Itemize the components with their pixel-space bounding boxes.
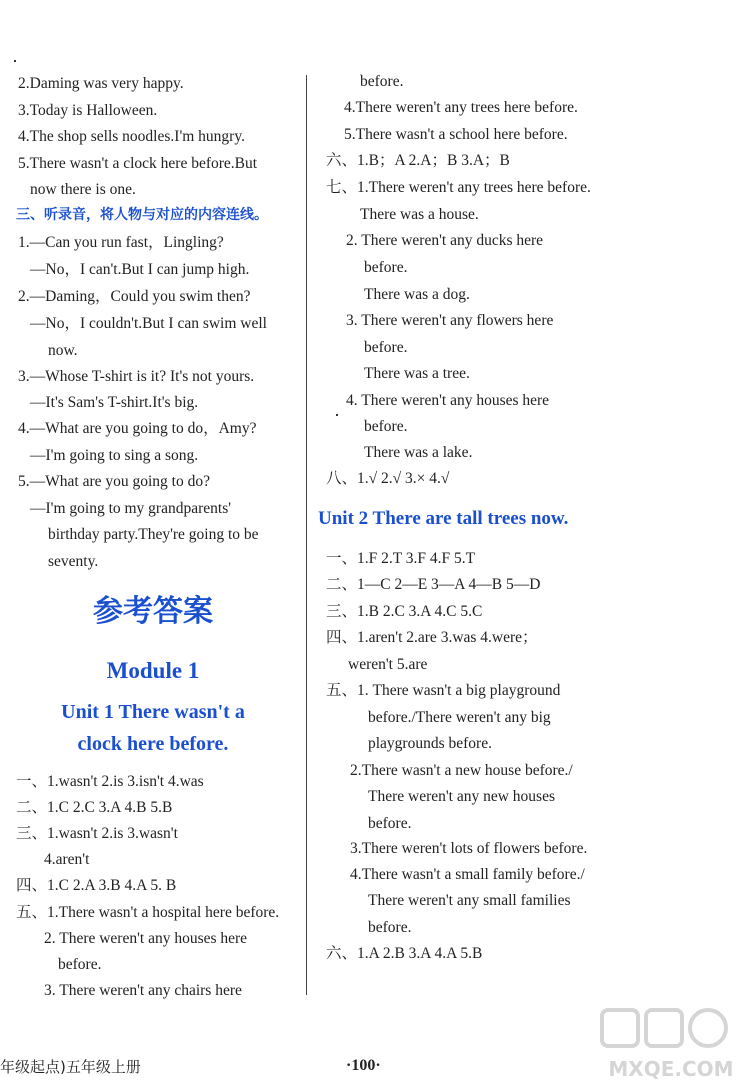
answer-line: 2. There weren't any ducks here bbox=[346, 232, 544, 249]
dialog-line: —No，I couldn't.But I can swim well bbox=[30, 315, 267, 332]
unit1-title: Unit 1 There wasn't a bbox=[61, 701, 245, 723]
answer-line: 三、1.wasn't 2.is 3.wasn't bbox=[16, 825, 178, 842]
unit1-title-cont: clock here before. bbox=[77, 733, 229, 755]
dialog-line: birthday party.They're going to be bbox=[48, 526, 259, 543]
answer-line: 4. There weren't any houses here bbox=[346, 392, 550, 409]
dialog-line: 2.—Daming，Could you swim then? bbox=[18, 288, 251, 305]
speck bbox=[336, 414, 338, 416]
answer-line: There was a dog. bbox=[364, 286, 470, 303]
answer-line: There was a house. bbox=[360, 206, 479, 223]
answer-line: 七、1.There weren't any trees here before. bbox=[326, 179, 591, 196]
dialog-line: 5.—What are you going to do? bbox=[18, 473, 210, 490]
answer-line: 四、1.aren't 2.are 3.was 4.were； bbox=[326, 629, 538, 646]
answer-line: weren't 5.are bbox=[348, 656, 428, 673]
text-line: 5.There wasn't a clock here before.But bbox=[18, 155, 258, 172]
footer-book-label: 年级起点)五年级上册 bbox=[0, 1058, 141, 1076]
answer-line: 一、1.wasn't 2.is 3.isn't 4.was bbox=[16, 773, 204, 790]
answer-line: 二、1.C 2.C 3.A 4.B 5.B bbox=[16, 799, 173, 816]
answer-line: before. bbox=[364, 339, 408, 356]
dialog-line: 4.—What are you going to do，Amy? bbox=[18, 420, 257, 437]
answer-line: 六、1.B；A 2.A；B 3.A；B bbox=[326, 152, 510, 169]
module-title: Module 1 bbox=[106, 658, 200, 683]
text-line: 3.Today is Halloween. bbox=[18, 102, 158, 119]
answer-line: before. bbox=[364, 418, 408, 435]
dialog-line: 3.—Whose T-shirt is it? It's not yours. bbox=[18, 368, 255, 385]
answer-line: 4.There wasn't a small family before./ bbox=[350, 866, 585, 883]
answer-line: 3.There weren't lots of flowers before. bbox=[350, 840, 588, 857]
dialog-line: —It's Sam's T-shirt.It's big. bbox=[30, 394, 199, 411]
section-heading: 三、听录音，将人物与对应的内容连线。 bbox=[16, 207, 268, 223]
answer-line: before. bbox=[364, 259, 408, 276]
answer-line: 3. There weren't any chairs here bbox=[44, 982, 242, 999]
answer-line: 八、1.√ 2.√ 3.× 4.√ bbox=[326, 470, 450, 487]
answer-line: 五、1. There wasn't a big playground bbox=[326, 682, 561, 699]
text-line: 4.The shop sells noodles.I'm hungry. bbox=[18, 128, 245, 145]
answers-title: 参考答案 bbox=[93, 594, 213, 629]
watermark-text: MXQE.COM bbox=[608, 1057, 734, 1081]
column-divider bbox=[306, 75, 307, 995]
answer-line: before. bbox=[360, 73, 404, 90]
answer-line: There was a tree. bbox=[364, 365, 470, 382]
answer-line: 六、1.A 2.B 3.A 4.A 5.B bbox=[326, 945, 483, 962]
answer-line: 2. There weren't any houses here bbox=[44, 930, 248, 947]
answer-line: 5.There wasn't a school here before. bbox=[344, 126, 568, 143]
dialog-line: —I'm going to sing a song. bbox=[30, 447, 199, 464]
watermark-logo bbox=[596, 1006, 746, 1086]
answer-line: 三、1.B 2.C 3.A 4.C 5.C bbox=[326, 603, 483, 620]
answer-line: 五、1.There wasn't a hospital here before. bbox=[16, 904, 280, 921]
text-line: now there is one. bbox=[30, 181, 136, 198]
answer-line: There weren't any small families bbox=[368, 892, 571, 909]
dialog-line: —I'm going to my grandparents' bbox=[30, 500, 232, 517]
answer-line: 四、1.C 2.A 3.B 4.A 5. B bbox=[16, 877, 177, 894]
answer-line: 4.aren't bbox=[44, 851, 90, 868]
answer-line: before. bbox=[368, 919, 412, 936]
answer-line: 二、1—C 2—E 3—A 4—B 5—D bbox=[326, 576, 541, 593]
answer-line: 4.There weren't any trees here before. bbox=[344, 99, 578, 116]
answer-line: 3. There weren't any flowers here bbox=[346, 312, 554, 329]
dialog-line: seventy. bbox=[48, 553, 99, 570]
answer-line: before. bbox=[58, 956, 102, 973]
dialog-line: 1.—Can you run fast，Lingling? bbox=[18, 234, 224, 251]
dialog-line: —No，I can't.But I can jump high. bbox=[30, 261, 250, 278]
answer-line: before./There weren't any big bbox=[368, 709, 551, 726]
page-number: ·100· bbox=[346, 1057, 381, 1074]
answer-line: There weren't any new houses bbox=[368, 788, 555, 805]
text-line: 2.Daming was very happy. bbox=[18, 75, 184, 92]
unit2-title: Unit 2 There are tall trees now. bbox=[318, 508, 569, 529]
answer-line: 2.There wasn't a new house before./ bbox=[350, 762, 573, 779]
answer-line: 一、1.F 2.T 3.F 4.F 5.T bbox=[326, 550, 476, 567]
answer-line: before. bbox=[368, 815, 412, 832]
dialog-line: now. bbox=[48, 342, 78, 359]
speck bbox=[14, 60, 16, 62]
answer-line: There was a lake. bbox=[364, 444, 473, 461]
answer-line: playgrounds before. bbox=[368, 735, 492, 752]
